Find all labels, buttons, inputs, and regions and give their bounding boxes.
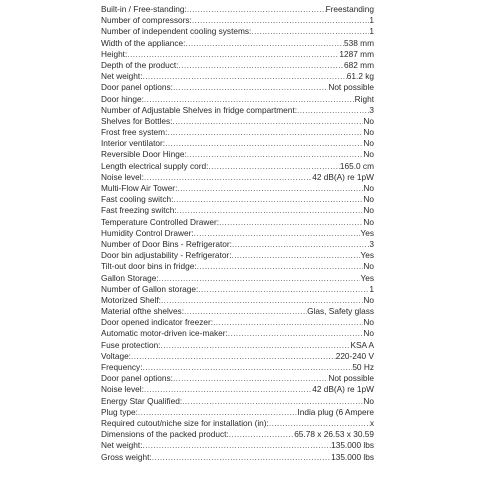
dot-leader — [161, 295, 363, 306]
spec-label: Width of the appliance: — [101, 37, 186, 48]
spec-row — [101, 250, 374, 261]
spec-label: Number of compressors: — [101, 15, 192, 26]
spec-value: 42 dB(A) re 1pW — [312, 384, 374, 395]
spec-value: 61.2 kg — [346, 71, 374, 82]
dot-leader — [167, 127, 363, 138]
dot-leader — [179, 60, 345, 71]
spec-label: Depth of the product: — [101, 59, 179, 70]
spec-row — [101, 60, 374, 71]
spec-label: Net weight: — [101, 440, 143, 451]
spec-value: Yes — [360, 250, 374, 261]
spec-row — [101, 328, 374, 339]
spec-row — [101, 228, 374, 239]
spec-row — [101, 82, 374, 93]
dot-leader — [182, 396, 363, 407]
dot-leader — [159, 273, 361, 284]
spec-row — [101, 440, 374, 451]
spec-row — [101, 396, 374, 407]
spec-row — [101, 161, 374, 172]
spec-value: 3 — [369, 104, 374, 115]
spec-label: Dimensions of the packed product: — [101, 429, 229, 440]
spec-label: Net weight: — [101, 71, 143, 82]
dot-leader — [138, 407, 298, 418]
spec-row — [101, 71, 374, 82]
spec-value: Not possible — [328, 373, 374, 384]
spec-label: Door hinge: — [101, 93, 144, 104]
spec-value: Yes — [360, 227, 374, 238]
dot-leader — [143, 440, 332, 451]
spec-value: No — [363, 138, 374, 149]
spec-label: Door opened indicator freezer: — [101, 317, 214, 328]
spec-row — [101, 261, 374, 272]
dot-leader — [192, 15, 370, 26]
spec-sheet — [101, 4, 374, 463]
spec-row — [101, 205, 374, 216]
spec-value: No — [363, 261, 374, 272]
dot-leader — [187, 149, 364, 160]
spec-value: 1287 mm — [339, 48, 374, 59]
spec-label: Humidity Control Drawer: — [101, 227, 194, 238]
spec-label: Noise level: — [101, 384, 144, 395]
dot-leader — [144, 384, 312, 395]
spec-row — [101, 273, 374, 284]
spec-label: Fuse protection: — [101, 339, 161, 350]
spec-value: No — [363, 317, 374, 328]
spec-value: 1 — [369, 15, 374, 26]
spec-value: Glas, Safety glass — [307, 306, 374, 317]
spec-label: Voltage: — [101, 350, 131, 361]
spec-value: 1 — [369, 26, 374, 37]
spec-row — [101, 284, 374, 295]
spec-row — [101, 407, 374, 418]
dot-leader — [197, 261, 364, 272]
spec-label: Number of Adjustable Shelves in fridge compartment: — [101, 104, 297, 115]
spec-value: 1 — [369, 283, 374, 294]
spec-value: 538 mm — [344, 37, 374, 48]
dot-leader — [219, 217, 363, 228]
spec-row — [101, 49, 374, 60]
spec-value: No — [363, 115, 374, 126]
dot-leader — [143, 71, 347, 82]
spec-label: Reversible Door Hinge: — [101, 149, 187, 160]
dot-leader — [161, 340, 351, 351]
dot-leader — [187, 4, 326, 15]
spec-value: No — [363, 395, 374, 406]
dot-leader — [198, 284, 369, 295]
dot-leader — [144, 94, 355, 105]
spec-label: Required cutout/niche size for installation (in): — [101, 417, 269, 428]
spec-value: No — [363, 216, 374, 227]
dot-leader — [143, 362, 353, 373]
spec-value: No — [363, 127, 374, 138]
dot-leader — [172, 116, 363, 127]
spec-row — [101, 105, 374, 116]
dot-leader — [269, 418, 370, 429]
spec-label: Number of Gallon storage: — [101, 283, 199, 294]
dot-leader — [173, 194, 363, 205]
spec-label: Fast freezing switch: — [101, 205, 177, 216]
spec-value: No — [363, 183, 374, 193]
spec-row — [101, 127, 374, 138]
spec-value: Freestanding — [325, 4, 374, 14]
spec-row — [101, 94, 374, 105]
dot-leader — [177, 183, 363, 194]
spec-label: Energy Star Qualified: — [101, 395, 183, 406]
dot-leader — [232, 250, 361, 261]
spec-row — [101, 295, 374, 306]
spec-row — [101, 317, 374, 328]
spec-label: Automatic motor-driven ice-maker: — [101, 328, 228, 339]
spec-label: Number of independent cooling systems: — [101, 26, 252, 37]
spec-value: 65.78 x 26.53 x 30.59 — [294, 429, 374, 440]
spec-label: Height: — [101, 48, 128, 59]
dot-leader — [177, 205, 364, 216]
dot-leader — [144, 172, 312, 183]
spec-label: Gallon Storage: — [101, 272, 159, 283]
spec-row — [101, 116, 374, 127]
spec-label: Frost free system: — [101, 127, 168, 138]
spec-row — [101, 340, 374, 351]
spec-label: Noise level: — [101, 171, 144, 182]
spec-label: Door bin adjustability - Refrigerator: — [101, 250, 232, 261]
dot-leader — [185, 38, 344, 49]
dot-leader — [165, 138, 363, 149]
spec-row — [101, 239, 374, 250]
spec-value: 135.000 lbs — [331, 440, 374, 451]
spec-value: No — [363, 294, 374, 305]
spec-row — [101, 429, 374, 440]
spec-value: KSA A — [350, 339, 374, 350]
spec-value: India plug (6 Ampere — [297, 406, 374, 417]
dot-leader — [173, 82, 328, 93]
spec-label: Frequency: — [101, 362, 143, 372]
spec-value: No — [363, 205, 374, 216]
spec-row — [101, 194, 374, 205]
spec-value: 42 dB(A) re 1pW — [312, 171, 374, 182]
spec-label: Number of Door Bins - Refrigerator: — [101, 238, 232, 249]
spec-value: 135.000 lbs — [331, 451, 374, 462]
dot-leader — [173, 373, 328, 384]
spec-value: 165.0 cm — [339, 160, 374, 171]
spec-row — [101, 183, 374, 194]
spec-value: No — [363, 194, 374, 205]
spec-row — [101, 217, 374, 228]
spec-row — [101, 384, 374, 395]
spec-label: Gross weight: — [101, 451, 152, 462]
spec-label: Motorized Shelf: — [101, 294, 161, 305]
dot-leader — [131, 351, 336, 362]
dot-leader — [152, 452, 331, 463]
spec-label: Fast cooling switch: — [101, 194, 174, 205]
dot-leader — [251, 26, 369, 37]
dot-leader — [297, 105, 369, 116]
spec-row — [101, 306, 374, 317]
spec-value: No — [363, 328, 374, 339]
dot-leader — [213, 317, 363, 328]
spec-row — [101, 373, 374, 384]
spec-label: Multi-Flow Air Tower: — [101, 183, 178, 193]
spec-label: Tilt-out door bins in fridge: — [101, 261, 197, 272]
spec-label: Interior ventilator: — [101, 138, 166, 149]
spec-value: Not possible — [328, 82, 374, 93]
dot-leader — [127, 49, 339, 60]
spec-value: Right — [354, 93, 374, 104]
spec-label: Door panel options: — [101, 82, 173, 93]
spec-row — [101, 149, 374, 160]
spec-row — [101, 15, 374, 26]
dot-leader — [194, 228, 361, 239]
spec-row — [101, 452, 374, 463]
spec-row — [101, 4, 374, 15]
spec-value: Yes — [360, 272, 374, 283]
spec-row — [101, 351, 374, 362]
spec-row — [101, 26, 374, 37]
dot-leader — [229, 429, 294, 440]
spec-value: 50 Hz — [352, 362, 374, 372]
spec-value: 220-240 V — [335, 350, 374, 361]
spec-label: Temperature Controlled Drawer: — [101, 216, 220, 227]
spec-label: Material ofthe shelves: — [101, 306, 185, 317]
spec-value: 682 mm — [344, 59, 374, 70]
dot-leader — [208, 161, 339, 172]
spec-row — [101, 172, 374, 183]
spec-label: Built-in / Free-standing: — [101, 4, 187, 14]
dot-leader — [228, 328, 364, 339]
spec-label: Length electrical supply cord: — [101, 160, 209, 171]
spec-label: Door panel options: — [101, 373, 173, 384]
spec-row — [101, 138, 374, 149]
spec-value: 3 — [369, 238, 374, 249]
spec-row — [101, 362, 374, 373]
spec-value: No — [363, 149, 374, 160]
spec-label: Plug type: — [101, 406, 138, 417]
spec-label: Shelves for Bottles: — [101, 115, 173, 126]
spec-row — [101, 418, 374, 429]
dot-leader — [184, 306, 307, 317]
spec-value: x — [369, 417, 374, 428]
spec-row — [101, 38, 374, 49]
dot-leader — [232, 239, 369, 250]
